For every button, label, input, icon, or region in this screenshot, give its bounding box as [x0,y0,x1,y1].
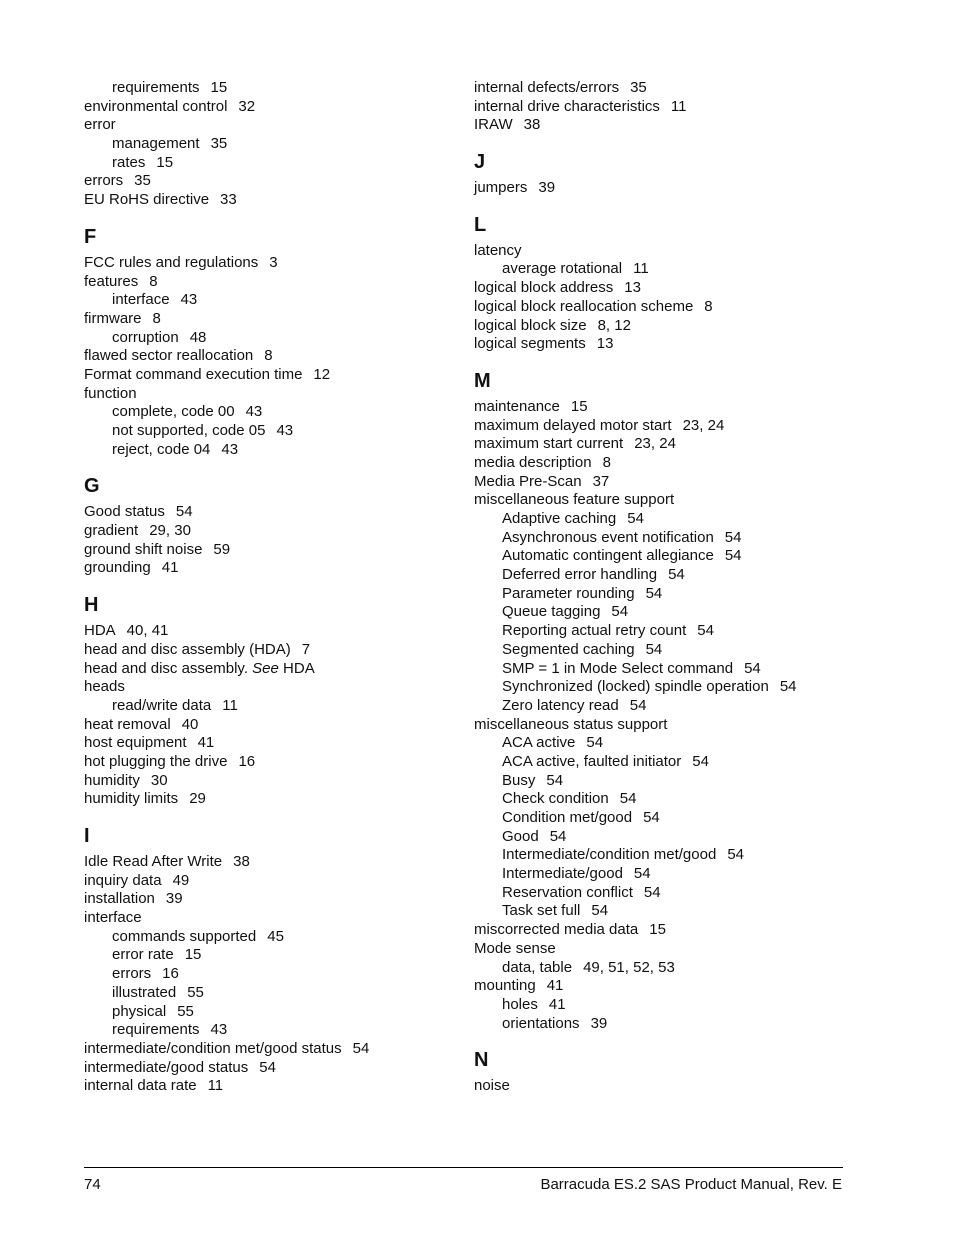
index-entry [474,242,874,261]
index-subentry [474,510,874,529]
index-term: latency [474,241,522,259]
index-subentry [84,79,454,98]
index-subentry [474,734,874,753]
index-subentry [84,984,454,1003]
page-reference: 54 [779,678,797,696]
index-term: Queue tagging [502,603,601,621]
index-entry [84,191,454,210]
index-term: errors [112,965,152,983]
index-term: logical block reallocation scheme [474,297,694,315]
index-entry [474,454,874,473]
page-reference: 54 [643,809,660,826]
index-term: illustrated [112,983,177,1001]
page-reference: 38 [233,853,250,870]
index-entry [474,491,874,510]
index-subentry [84,441,454,460]
section-letter: G [84,475,100,498]
index-subentry [84,946,454,965]
index-term: miscellaneous status support [474,715,668,733]
page-reference: 43 [210,1021,228,1039]
index-entry [84,641,454,660]
index-term: management [112,135,200,153]
page-reference: 54 [643,883,661,901]
page-reference: 7 [301,640,311,658]
index-entry [84,734,454,753]
index-term: maximum start current [474,435,624,453]
page-reference: 15 [184,946,202,964]
section-letter: M [474,369,491,392]
section-letter: N [474,1049,489,1072]
index-subentry [474,809,874,828]
index-term: miscellaneous feature support [474,491,675,509]
index-subentry [84,135,454,154]
index-entry [84,716,454,735]
index-term: firmware [84,309,142,327]
index-subentry [474,846,874,865]
page-reference: 15 [210,79,228,96]
index-term: physical [112,1002,167,1020]
index-subentry [474,603,874,622]
page-reference: 8 [602,453,611,471]
page-reference: 11 [633,260,649,278]
index-subentry [474,865,874,884]
index-entry [84,1040,454,1059]
page-reference: 54 [668,566,685,584]
index-term: error rate [112,946,174,964]
index-subentry [474,697,874,716]
page-reference: 54 [629,696,647,714]
index-entry [84,790,454,809]
index-term: environmental control [84,97,228,115]
index-entry [474,98,874,117]
index-entry [474,179,874,198]
index-term: read/write data [112,696,212,714]
page-reference: 48 [189,328,207,346]
index-subentry [474,1015,874,1034]
index-term: error [84,116,116,134]
index-term: orientations [502,1014,580,1032]
index-subentry [84,965,454,984]
index-term: internal defects/errors [474,79,620,96]
index-term: HDA [84,622,116,640]
page-reference: 54 [591,902,609,920]
page-reference: 11 [670,97,687,115]
index-term: SMP = 1 in Mode Select command [502,659,734,677]
page-reference: 43 [180,291,198,309]
index-term: jumpers [474,179,528,197]
index-term: data, table [502,958,573,976]
index-subentry [474,996,874,1015]
index-subentry [474,753,874,772]
index-subentry [474,260,874,279]
index-term: holes [502,995,538,1013]
index-subentry [474,790,874,809]
index-term: maximum delayed motor start [474,416,672,434]
page-reference: 15 [156,153,174,171]
index-subentry [84,1003,454,1022]
index-subentry [84,697,454,716]
index-entry [84,366,454,385]
page-reference: 8 [704,297,713,315]
index-subentry [474,828,874,847]
page-reference: 39 [538,179,556,197]
index-subentry [84,291,454,310]
index-term: head and disc assembly (HDA) [84,640,291,658]
index-term: humidity [84,771,140,789]
index-term: errors [84,172,124,190]
index-term: Task set full [502,902,581,920]
index-term: Adaptive caching [502,510,617,527]
index-term: Media Pre-Scan [474,472,582,490]
index-entry [84,503,454,522]
page-reference: 16 [162,965,179,983]
index-term: maintenance [474,397,560,415]
index-term: Asynchronous event notification [502,528,714,546]
index-term: reject, code 04 [112,440,211,458]
index-term: Format command execution time [84,365,303,383]
index-subentry [84,154,454,173]
index-term: media description [474,453,592,471]
index-subentry [84,329,454,348]
page-reference: 45 [267,927,284,945]
index-term: internal data rate [84,1077,197,1095]
page-reference: 12 [313,365,331,383]
index-term: Synchronized (locked) spindle operation [502,678,769,696]
page-reference: 54 [645,640,663,658]
page-reference: 8 [264,347,273,365]
footer-rule [84,1167,843,1168]
page-reference: 41 [197,734,215,752]
index-entry [84,909,454,928]
page-reference: 8 [149,272,158,290]
index-entry [84,116,454,135]
index-subentry [474,566,874,585]
page-reference: 43 [276,422,294,439]
page-reference: 8, 12 [597,316,631,334]
index-subentry [474,622,874,641]
page-reference: 32 [238,97,256,115]
index-subentry [474,585,874,604]
index-term: EU RoHS directive [84,191,210,209]
index-subentry [474,641,874,660]
page-reference: 54 [645,584,663,602]
index-entry [84,522,454,541]
page-reference: 41 [161,559,179,577]
page-reference: 41 [548,995,566,1013]
index-term: ACA active [502,734,576,752]
index-term: intermediate/condition met/good status [84,1039,342,1057]
page-reference: 54 [692,752,709,770]
page-reference: 54 [727,846,744,864]
index-entry [474,977,874,996]
index-entry [84,1059,454,1078]
index-term: FCC rules and regulations [84,253,259,271]
index-entry [474,335,874,354]
index-column-left [84,79,454,1096]
index-entry [84,347,454,366]
index-term: Good [502,827,539,845]
page-reference: 54 [546,771,564,789]
index-term: logical block size [474,316,587,334]
page-reference: 39 [165,890,183,908]
index-entry [84,753,454,772]
index-term: Intermediate/condition met/good [502,846,717,864]
page-reference: 41 [546,977,564,995]
index-term: logical segments [474,335,586,353]
section-letter: L [474,213,487,236]
section-letter: J [474,151,486,174]
page-reference: 55 [177,1002,194,1020]
index-term: intermediate/good status [84,1058,249,1076]
index-term: installation [84,890,155,908]
index-subentry [84,403,454,422]
index-entry [474,398,874,417]
index-entry [474,1077,874,1096]
page-reference: 54 [549,827,567,845]
index-entry [474,435,874,454]
index-term: Segmented caching [502,640,635,658]
section-letter: F [84,225,97,248]
page-reference: 54 [724,547,742,565]
page-reference: 54 [259,1058,276,1076]
index-term: Busy [502,771,536,789]
index-entry [84,559,454,578]
page-reference: 40, 41 [126,622,169,640]
index-term: interface [84,909,142,927]
page-reference: 54 [175,503,193,521]
index-term: commands supported [112,927,257,945]
page-reference: 54 [744,659,761,677]
index-term: IRAW [474,116,513,134]
index-entry [474,279,874,298]
index-term: corruption [112,328,179,346]
page-reference: 35 [210,135,228,153]
index-term: Condition met/good [502,809,633,826]
index-subentry [84,1021,454,1040]
index-term: Reservation conflict [502,883,633,901]
document-title: Barracuda ES.2 SAS Product Manual, Rev. E [540,1176,842,1193]
index-term: Parameter rounding [502,584,635,602]
index-entry [84,872,454,891]
page-reference: 55 [187,983,204,1001]
index-entry [84,890,454,909]
index-entry [84,678,454,697]
index-term: Mode sense [474,939,556,957]
index-term: ACA active, faulted initiator [502,752,682,770]
index-term: humidity limits [84,790,179,808]
index-term: logical block address [474,279,614,297]
page-reference: 59 [213,540,231,558]
page-reference: 38 [523,116,541,134]
page-reference: 54 [627,510,644,527]
page-number: 74 [84,1176,101,1193]
page-reference: 49, 51, 52, 53 [583,958,675,976]
index-subentry [474,678,874,697]
index-term: complete, code 00 [112,403,235,421]
index-entry [474,317,874,336]
page-reference: 35 [630,79,647,96]
index-entry [84,1077,454,1096]
index-entry [84,310,454,329]
index-term: inquiry data [84,871,162,889]
index-entry [84,385,454,404]
index-entry [474,716,874,735]
index-term: requirements [112,79,200,96]
page-reference: 29, 30 [149,522,191,540]
index-subentry [474,772,874,791]
see-reference: See [252,659,279,677]
index-subentry [474,884,874,903]
index-term: average rotational [502,260,623,278]
page-reference: 13 [596,335,614,353]
index-term: miscorrected media data [474,921,639,939]
page-reference: 54 [611,603,629,621]
index-entry [474,298,874,317]
index-entry [474,417,874,436]
index-term: ground shift noise [84,540,203,558]
index-term: Reporting actual retry count [502,622,687,640]
page-reference: 40 [181,715,199,733]
index-term: mounting [474,977,536,995]
page-reference: 16 [238,752,256,770]
page-reference: 54 [633,865,651,883]
page-reference: 54 [352,1039,370,1057]
index-term: grounding [84,559,151,577]
index-subentry [84,422,454,441]
index-term: hot plugging the drive [84,752,228,770]
page-reference: 33 [220,191,237,209]
index-term: host equipment [84,734,187,752]
index-term: interface [112,291,170,309]
section-letter: I [84,825,90,847]
index-term: function [84,384,137,402]
index-term: head and disc assembly. [84,659,248,677]
page-reference: 15 [649,921,666,939]
index-entry [84,254,454,273]
index-subentry [474,902,874,921]
page-reference: 54 [724,528,742,546]
index-subentry [474,547,874,566]
index-entry [474,940,874,959]
index-entry [84,541,454,560]
index-entry [474,116,874,135]
index-entry [474,473,874,492]
page-reference: 23, 24 [682,416,725,434]
page-reference: 30 [150,771,168,789]
page-reference: 49 [172,871,190,889]
index-subentry [84,928,454,947]
index-term: internal drive characteristics [474,97,660,115]
page-reference: 11 [222,696,238,714]
index-subentry [474,660,874,679]
index-column-right [474,79,874,1096]
index-term: Good status [84,503,165,521]
page-reference: 3 [269,253,278,271]
index-term: not supported, code 05 [112,422,266,439]
see-target: HDA [283,659,315,677]
index-term: Deferred error handling [502,566,658,584]
index-term: Idle Read After Write [84,853,223,870]
index-term: Check condition [502,790,609,808]
index-entry [84,772,454,791]
page-reference: 43 [221,440,239,458]
index-entry [84,853,454,872]
page-reference: 54 [586,734,604,752]
page-reference: 35 [134,172,151,190]
index-subentry [474,959,874,978]
index-entry [84,273,454,292]
index-term: features [84,272,139,290]
index-term: gradient [84,522,139,540]
section-letter: H [84,594,99,617]
index-entry [474,921,874,940]
index-term: Automatic contingent allegiance [502,547,714,565]
index-entry [84,622,454,641]
page-reference: 54 [619,790,637,808]
index-term: flawed sector reallocation [84,347,254,365]
index-entry [84,660,454,679]
index-entry [474,79,874,98]
page-reference: 13 [624,279,641,297]
index-term: Zero latency read [502,696,619,714]
index-term: rates [112,153,146,171]
index-term: requirements [112,1021,200,1039]
index-entry [84,98,454,117]
page-reference: 29 [189,790,206,808]
index-term: noise [474,1077,510,1095]
page-reference: 39 [590,1014,608,1032]
page-reference: 15 [570,397,588,415]
index-term: Intermediate/good [502,865,623,883]
page-reference: 54 [697,622,714,640]
index-term: heads [84,678,125,696]
page-reference: 8 [152,309,161,327]
page-reference: 11 [207,1077,224,1095]
index-term: heat removal [84,715,171,733]
page-reference: 37 [592,472,610,490]
page-reference: 23, 24 [634,435,676,453]
index-entry [84,172,454,191]
index-subentry [474,529,874,548]
page-reference: 43 [245,403,263,421]
